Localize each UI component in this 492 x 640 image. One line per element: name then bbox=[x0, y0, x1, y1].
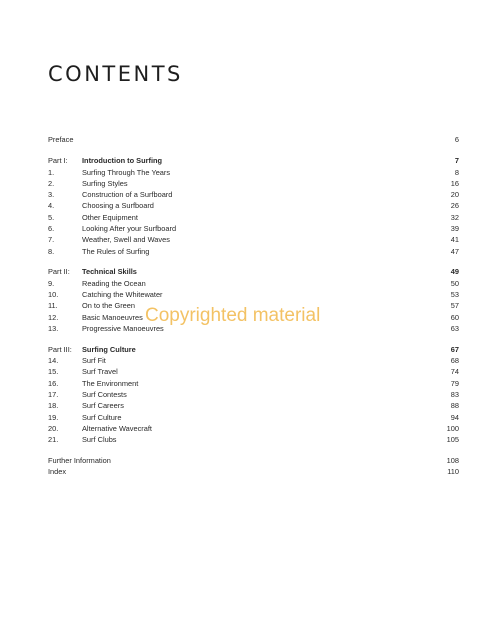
toc-chapter-number: 11. bbox=[48, 301, 58, 311]
toc-chapter-entry[interactable] bbox=[48, 378, 459, 389]
toc-page-number: 79 bbox=[450, 378, 459, 388]
toc-page-number: 57 bbox=[450, 301, 459, 311]
toc-page-number: 63 bbox=[450, 323, 459, 333]
toc-chapter-title: Catching the Whitewater bbox=[82, 290, 163, 300]
toc-chapter-title: The Rules of Surfing bbox=[82, 246, 150, 256]
toc-page-number: 53 bbox=[450, 290, 459, 300]
page-title: CONTENTS bbox=[48, 62, 183, 86]
toc-chapter-title: Surfing Through The Years bbox=[82, 167, 171, 177]
toc-chapter-number: 8. bbox=[48, 246, 55, 256]
toc-page-number: 67 bbox=[450, 344, 459, 354]
toc-chapter-title: Surf Travel bbox=[82, 367, 118, 377]
toc-chapter-entry[interactable] bbox=[48, 246, 459, 257]
toc-part-heading[interactable] bbox=[48, 266, 459, 277]
toc-back-matter bbox=[48, 455, 459, 478]
toc-page-number: 39 bbox=[450, 224, 459, 234]
toc-back-matter-entry[interactable] bbox=[48, 455, 459, 466]
toc-chapter-number: 18. bbox=[48, 401, 59, 411]
toc-chapter-number: 17. bbox=[48, 389, 59, 399]
toc-part-heading[interactable] bbox=[48, 155, 459, 166]
toc-page-number: 50 bbox=[450, 278, 459, 288]
toc-part-number: Part I: bbox=[48, 156, 68, 166]
toc-chapter-number: 5. bbox=[48, 212, 55, 222]
toc-chapter-entry[interactable] bbox=[48, 223, 459, 234]
toc-entry-label: Index bbox=[48, 467, 67, 477]
toc-page-number: 7 bbox=[454, 156, 459, 166]
toc-chapter-title: Reading the Ocean bbox=[82, 278, 146, 288]
toc-page-number: 105 bbox=[446, 435, 459, 445]
toc-chapter-entry[interactable] bbox=[48, 167, 459, 178]
toc-part-title: Surfing Culture bbox=[82, 344, 136, 354]
toc-chapter-title: Construction of a Surfboard bbox=[82, 190, 173, 200]
toc-chapter-entry[interactable] bbox=[48, 434, 459, 445]
toc-chapter-number: 1. bbox=[48, 167, 55, 177]
toc-entry-label: Further Information bbox=[48, 455, 111, 465]
toc-chapter-entry[interactable] bbox=[48, 234, 459, 245]
toc-chapter-number: 20. bbox=[48, 423, 59, 433]
toc-page-number: 8 bbox=[454, 167, 459, 177]
toc-chapter-entry[interactable] bbox=[48, 189, 459, 200]
toc-chapter-title: Looking After your Surfboard bbox=[82, 224, 177, 234]
toc-page-number: 47 bbox=[450, 246, 459, 256]
toc-chapter-entry[interactable] bbox=[48, 412, 459, 423]
toc-chapter-number: 14. bbox=[48, 356, 59, 366]
toc-chapter-number: 10. bbox=[48, 290, 59, 300]
toc-page-number: 6 bbox=[454, 135, 459, 144]
toc-chapter-number: 15. bbox=[48, 367, 59, 377]
toc-page-number: 74 bbox=[450, 367, 459, 377]
toc-chapter-number: 4. bbox=[48, 201, 55, 211]
toc-page-number: 100 bbox=[446, 423, 459, 433]
toc-chapter-title: Alternative Wavecraft bbox=[82, 423, 152, 433]
toc-page-number: 32 bbox=[450, 212, 459, 222]
toc-page-number: 41 bbox=[450, 235, 459, 245]
toc-chapter-title: Surfing Styles bbox=[82, 178, 128, 188]
toc-chapter-number: 19. bbox=[48, 412, 59, 422]
toc-chapter-title: The Environment bbox=[82, 378, 139, 388]
toc-part-title: Technical Skills bbox=[82, 267, 137, 277]
toc-chapter-title: Progressive Manoeuvres bbox=[82, 323, 164, 333]
toc-entry-preface[interactable] bbox=[48, 134, 459, 145]
toc-part-number: Part III: bbox=[48, 344, 72, 354]
toc-chapter-entry[interactable] bbox=[48, 200, 459, 211]
toc-chapter-entry[interactable] bbox=[48, 355, 459, 366]
toc-chapter-entry[interactable] bbox=[48, 366, 459, 377]
toc-page-number: 49 bbox=[450, 267, 459, 277]
toc-chapter-number: 3. bbox=[48, 190, 55, 200]
toc-back-matter-entry[interactable] bbox=[48, 466, 459, 477]
toc-part-heading[interactable] bbox=[48, 344, 459, 355]
toc-chapter-title: Other Equipment bbox=[82, 212, 138, 222]
toc-entry-label: Preface bbox=[48, 135, 74, 144]
copyright-watermark: Copyrighted material bbox=[145, 305, 321, 326]
toc-chapter-title: Surf Careers bbox=[82, 401, 124, 411]
toc-chapter-entry[interactable] bbox=[48, 178, 459, 189]
toc-chapter-number: 7. bbox=[48, 235, 55, 245]
toc-chapter-title: Surf Clubs bbox=[82, 435, 117, 445]
toc-chapter-title: Choosing a Surfboard bbox=[82, 201, 154, 211]
toc-chapter-number: 6. bbox=[48, 224, 55, 234]
toc-chapter-entry[interactable] bbox=[48, 400, 459, 411]
toc-page-number: 20 bbox=[450, 190, 459, 200]
toc-chapter-number: 13. bbox=[48, 323, 59, 333]
toc-page-number: 108 bbox=[446, 455, 459, 465]
toc-chapter-number: 9. bbox=[48, 278, 55, 288]
toc-chapter-title: On to the Green bbox=[82, 301, 135, 311]
toc-page-number: 88 bbox=[450, 401, 459, 411]
toc-chapter-number: 16. bbox=[48, 378, 59, 388]
toc-chapter-number: 21. bbox=[48, 435, 59, 445]
toc-chapter-entry[interactable] bbox=[48, 212, 459, 223]
toc-chapter-title: Surf Contests bbox=[82, 389, 127, 399]
toc-page-number: 94 bbox=[450, 412, 459, 422]
toc-chapter-title: Surf Fit bbox=[82, 356, 106, 366]
toc-chapter-title: Weather, Swell and Waves bbox=[82, 235, 170, 245]
toc-page-number: 26 bbox=[450, 201, 459, 211]
toc-page-number: 60 bbox=[450, 312, 459, 322]
toc-page-number: 110 bbox=[447, 467, 459, 477]
toc-page-number: 68 bbox=[450, 356, 459, 366]
toc-chapter-entry[interactable] bbox=[48, 423, 459, 434]
toc-part-title: Introduction to Surfing bbox=[82, 156, 163, 166]
toc-chapter-number: 12. bbox=[48, 312, 59, 322]
toc-chapter-entry[interactable] bbox=[48, 389, 459, 400]
toc-chapter-title: Basic Manoeuvres bbox=[82, 312, 143, 322]
toc-chapter-title: Surf Culture bbox=[82, 412, 122, 422]
toc-chapter-entry[interactable] bbox=[48, 289, 459, 300]
toc-page-number: 83 bbox=[450, 389, 459, 399]
toc-part-number: Part II: bbox=[48, 267, 70, 277]
toc-chapter-number: 2. bbox=[48, 178, 55, 188]
toc-chapter-entry[interactable] bbox=[48, 278, 459, 289]
toc-page-number: 16 bbox=[450, 178, 459, 188]
